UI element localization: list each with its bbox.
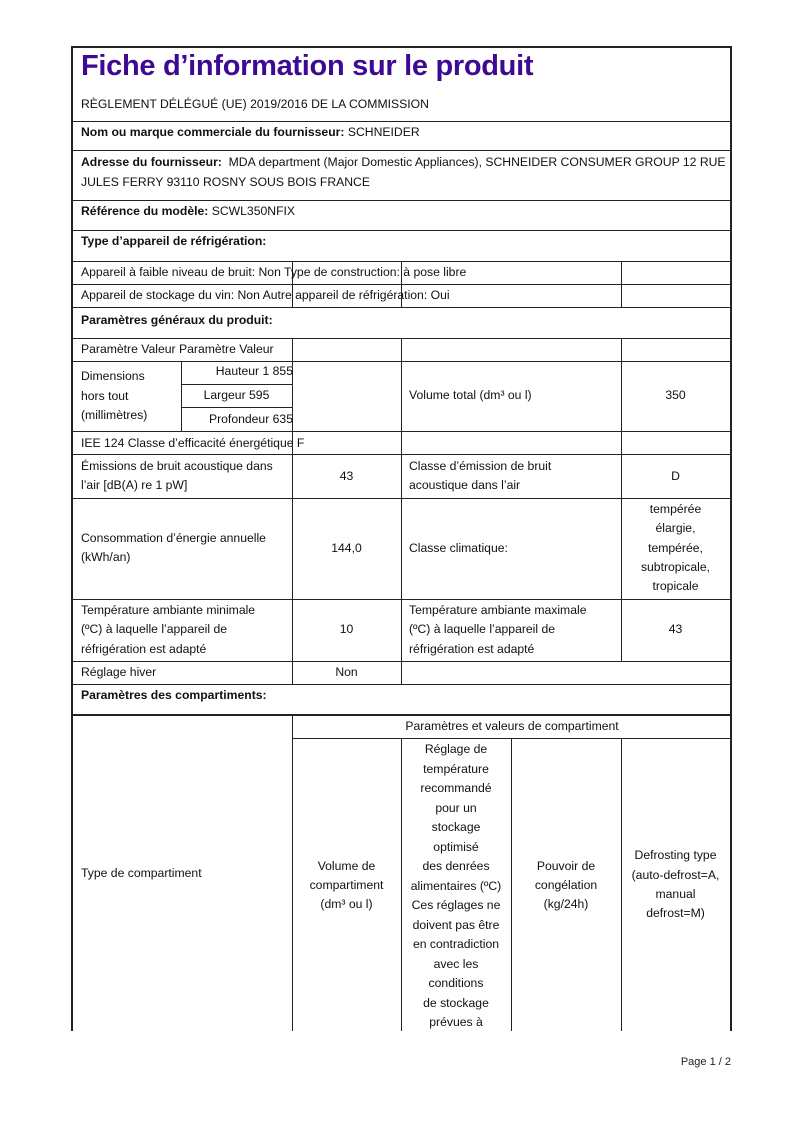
wine-storage-value: Appareil de stockage du vin: Non [81, 288, 260, 302]
min-temp-value: 10 [339, 622, 354, 636]
iee-energy-class-row: IEE 124 Classe d’efficacité énergétique F [81, 436, 305, 450]
page-number: Page 1 / 2 [680, 1056, 731, 1068]
max-temp-value: 43 [668, 622, 683, 636]
climate-class-5: tropicale [652, 579, 699, 593]
divider [71, 599, 732, 600]
total-volume-label: Volume total (dm³ ou l) [409, 388, 532, 402]
col-defrost-2: (auto-defrost=A, [631, 868, 720, 882]
appliance-type-heading: Type d’appareil de réfrigération: [81, 234, 267, 248]
temp-line: recommandé [420, 781, 492, 795]
col-defrost-1: Defrosting type [634, 848, 717, 862]
wine-storage-row [81, 286, 450, 306]
divider [181, 407, 292, 408]
climate-class-1: tempérée [649, 502, 702, 516]
temp-line: optimisé [433, 839, 479, 854]
temp-line: alimentaires (ºC) [410, 878, 502, 893]
col-defrost-4: defrost=M) [646, 906, 705, 920]
divider [71, 121, 732, 122]
climate-class-3: tempérée, [648, 541, 703, 555]
temp-line: température [423, 761, 489, 776]
general-params-heading: Paramètres généraux du produit: [81, 313, 273, 327]
min-temp-label-2: (ºC) à laquelle l’appareil de [81, 622, 228, 636]
compartment-group-header: Paramètres et valeurs de compartiment [405, 719, 619, 733]
winter-setting-label: Réglage hiver [81, 665, 157, 679]
dimensions-label-3: (millimètres) [81, 408, 148, 422]
temp-line: de stockage [423, 995, 489, 1010]
energy-label-2: (kWh/an) [81, 550, 131, 564]
supplier-name-label: Nom ou marque commerciale du fournisseur: [81, 125, 345, 139]
divider [71, 200, 732, 201]
height-value: Hauteur 1 855 [215, 364, 293, 378]
max-temp-label-3: réfrigération est adapté [409, 642, 535, 656]
temp-line: avec les [433, 956, 479, 971]
col-freeze-3: (kg/24h) [543, 897, 589, 911]
temp-line: doivent pas être [412, 917, 500, 932]
col-defrost-3: manual [655, 887, 696, 901]
col-line [401, 338, 402, 454]
supplier-address-line1: MDA department (Major Domestic Appliances), SCHNEIDER CONSUMER GROUP 12 RUE [228, 155, 726, 169]
noise-class-value: D [671, 469, 680, 483]
col-freeze-1: Pouvoir de [536, 859, 596, 873]
min-temp-label-3: réfrigération est adapté [81, 642, 207, 656]
divider [71, 498, 732, 499]
compartment-type-label: Type de compartiment [81, 866, 202, 880]
temp-line: Réglage de [424, 742, 488, 756]
total-volume-value: 350 [665, 388, 686, 402]
temp-line: des denrées [422, 859, 490, 873]
col-volume-3: (dm³ ou l) [320, 897, 373, 911]
noise-label-1: Émissions de bruit acoustique dans [81, 459, 273, 473]
temp-line: conditions [428, 976, 484, 990]
model-reference-row [81, 202, 295, 222]
model-reference-value: SCWL350NFIX [211, 204, 296, 218]
divider [71, 230, 732, 231]
energy-value: 144,0 [331, 541, 362, 555]
divider [71, 661, 732, 662]
col-volume-2: compartiment [309, 878, 384, 892]
temp-line: stockage [431, 820, 481, 834]
winter-setting-value: Non [335, 665, 358, 679]
regulation-text: RÈGLEMENT DÉLÉGUÉ (UE) 2019/2016 DE LA COMMISSION [81, 97, 429, 111]
max-temp-label-2: (ºC) à laquelle l’appareil de [409, 622, 556, 636]
width-value: Largeur 595 [203, 388, 270, 402]
supplier-name-row [81, 123, 420, 143]
divider [71, 684, 732, 685]
noise-value: 43 [339, 469, 354, 483]
compartments-heading: Paramètres des compartiments: [81, 688, 267, 702]
depth-value: Profondeur 635 [208, 412, 293, 426]
col-freeze-2: congélation [534, 878, 598, 892]
divider [71, 714, 732, 716]
table-border-top [71, 46, 732, 48]
dimensions-label-1: Dimensions [81, 369, 145, 383]
col-line [401, 454, 402, 685]
supplier-address-label: Adresse du fournisseur: [81, 155, 222, 169]
divider [71, 307, 732, 308]
climate-class-4: subtropicale, [640, 560, 711, 574]
temp-line: prévues à [429, 1015, 483, 1029]
temp-line: Ces réglages ne [411, 898, 501, 912]
construction-type-value: Type de construction: à pose libre [284, 265, 467, 279]
min-temp-label-1: Température ambiante minimale [81, 603, 256, 617]
col-temperature-header [401, 740, 511, 1033]
param-header: Paramètre Valeur Paramètre Valeur [81, 342, 274, 356]
dimensions-label-2: hors tout [81, 389, 129, 403]
supplier-address-line2: JULES FERRY 93110 ROSNY SOUS BOIS FRANCE [81, 175, 370, 189]
max-temp-label-1: Température ambiante maximale [409, 603, 587, 617]
supplier-name-value: SCHNEIDER [347, 125, 420, 139]
page-title: Fiche d’information sur le produit [81, 50, 534, 82]
noise-class-label-2: acoustique dans l’air [409, 478, 521, 492]
temp-line: en contradiction [412, 937, 500, 951]
divider [181, 384, 292, 385]
low-noise-row [81, 263, 466, 283]
climate-class-2: élargie, [655, 521, 696, 535]
supplier-address-row [81, 153, 726, 173]
climate-class-label: Classe climatique: [409, 541, 508, 555]
col-line [292, 661, 293, 685]
divider [71, 150, 732, 151]
divider [292, 738, 732, 739]
noise-class-label-1: Classe d’émission de bruit [409, 459, 552, 473]
temp-line: pour un [435, 800, 477, 815]
noise-label-2: l’air [dB(A) re 1 pW] [81, 478, 188, 492]
other-appliance-value: Autre appareil de réfrigération: Oui [262, 288, 450, 302]
col-volume-1: Volume de [317, 859, 376, 873]
table-border-left [71, 46, 73, 1031]
energy-label-1: Consommation d’énergie annuelle [81, 531, 266, 545]
low-noise-value: Appareil à faible niveau de bruit: Non [81, 265, 281, 279]
table-border-right [730, 46, 732, 1031]
model-reference-label: Référence du modèle: [81, 204, 209, 218]
divider [71, 431, 732, 432]
col-line [621, 261, 622, 307]
